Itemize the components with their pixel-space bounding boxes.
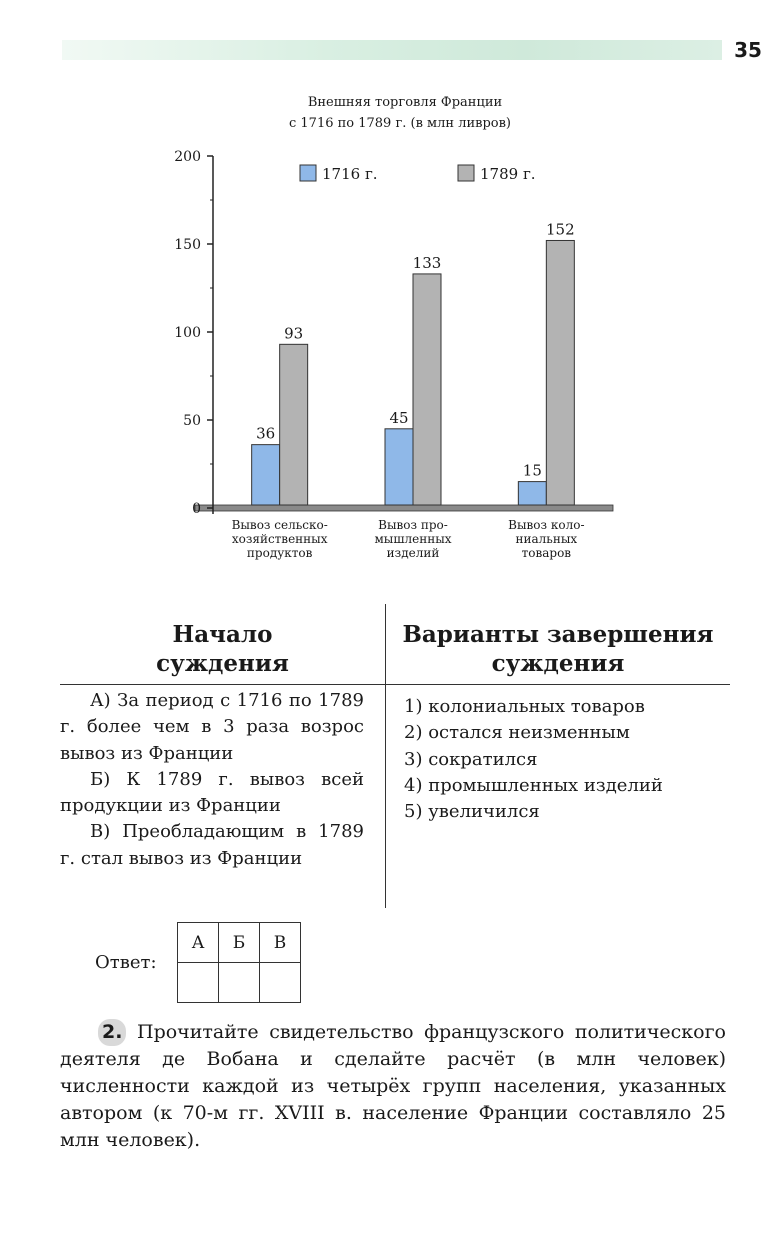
x-axis-baseline (195, 505, 613, 511)
bar-value-label: 15 (522, 461, 542, 480)
x-category-label: мышленных (374, 532, 452, 546)
answer-cell-a[interactable] (178, 963, 219, 1003)
chart-x-labels (232, 518, 585, 560)
table-divider-horizontal (60, 684, 730, 685)
header-judgement-start (60, 620, 385, 678)
header-line: Начало (172, 621, 273, 648)
y-tick-label: 0 (192, 501, 201, 517)
legend-label: 1789 г. (480, 165, 536, 183)
x-category-label: продуктов (246, 546, 313, 560)
bar-value-label: 152 (546, 220, 575, 239)
bar-chart (0, 0, 775, 600)
y-tick-label: 150 (174, 237, 201, 253)
x-category-label: изделий (386, 546, 440, 560)
judgement-start-list (60, 688, 364, 872)
y-tick-label: 100 (174, 325, 201, 341)
answer-label: Ответ: (95, 952, 157, 973)
header-line: Варианты завершения (402, 621, 714, 648)
chart-legend (300, 165, 536, 183)
answer-cell-b[interactable] (219, 963, 260, 1003)
x-category-label: Вывоз коло- (508, 518, 585, 532)
bar-value-label: 45 (389, 408, 409, 427)
judgement-item-b: Б) К 1789 г. вывоз всей продукции из Франции (60, 768, 364, 817)
header-completion-options (386, 620, 730, 678)
judgement-item-v: В) Преобладающим в 1789 г. стал вывоз из Франции (60, 821, 364, 869)
x-category-label: Вывоз сельско- (231, 518, 328, 532)
answer-grid (177, 922, 301, 1003)
option-item: 1) колониальных товаров (404, 696, 645, 717)
chart-title: Внешняя торговля Франции (307, 95, 503, 110)
judgement-item-a: А) За период с 1716 по 1789 г. более чем в 3 раза возрос вывоз из Франции (60, 690, 364, 764)
option-item: 5) увеличился (404, 801, 540, 823)
bar (546, 240, 574, 505)
bar-value-label: 93 (284, 324, 304, 343)
option-item: 3) сократился (404, 748, 538, 770)
x-category-label: ниальных (515, 532, 578, 546)
chart-bars (252, 220, 575, 505)
option-item: 2) остался неизменным (404, 722, 630, 744)
answer-header-v: В (260, 923, 301, 963)
bar (385, 429, 413, 505)
x-category-label: товаров (521, 546, 572, 560)
answer-cell-v[interactable] (260, 963, 301, 1003)
x-category-label: Вывоз про- (378, 518, 448, 532)
legend-label: 1716 г. (322, 165, 378, 183)
chart-subtitle: с 1716 по 1789 г. (в млн ливров) (288, 116, 512, 131)
bar (413, 274, 441, 505)
task-2 (60, 1019, 726, 1154)
y-tick-label: 50 (183, 413, 201, 429)
bar (280, 344, 308, 505)
task-number-badge: 2. (98, 1019, 126, 1046)
completion-options-list (404, 694, 730, 825)
bar-value-label: 133 (412, 253, 442, 272)
bar-value-label: 36 (256, 424, 276, 443)
legend-swatch (458, 165, 474, 181)
bar (252, 445, 280, 505)
y-tick-label: 200 (174, 149, 201, 165)
answer-header-a: А (178, 923, 219, 963)
header-line: суждения (156, 650, 289, 677)
answer-header-b: Б (219, 923, 260, 963)
task-2-text: Прочитайте свидетельство французского политического деятеля де Вобана и сделайте расчёт (в млн человек) численности каждой из четырёх групп населения, указанных автором (к 70-м гг. XVIII в. население Франции составляло 25 млн человек). (60, 1021, 726, 1151)
header-line: суждения (491, 650, 625, 677)
x-category-label: хозяйственных (231, 532, 328, 546)
bar (518, 482, 546, 505)
judgement-table (60, 604, 730, 908)
option-item: 4) промышленных изделий (404, 774, 663, 796)
page-number: 35 (734, 38, 762, 62)
legend-swatch (300, 165, 316, 181)
